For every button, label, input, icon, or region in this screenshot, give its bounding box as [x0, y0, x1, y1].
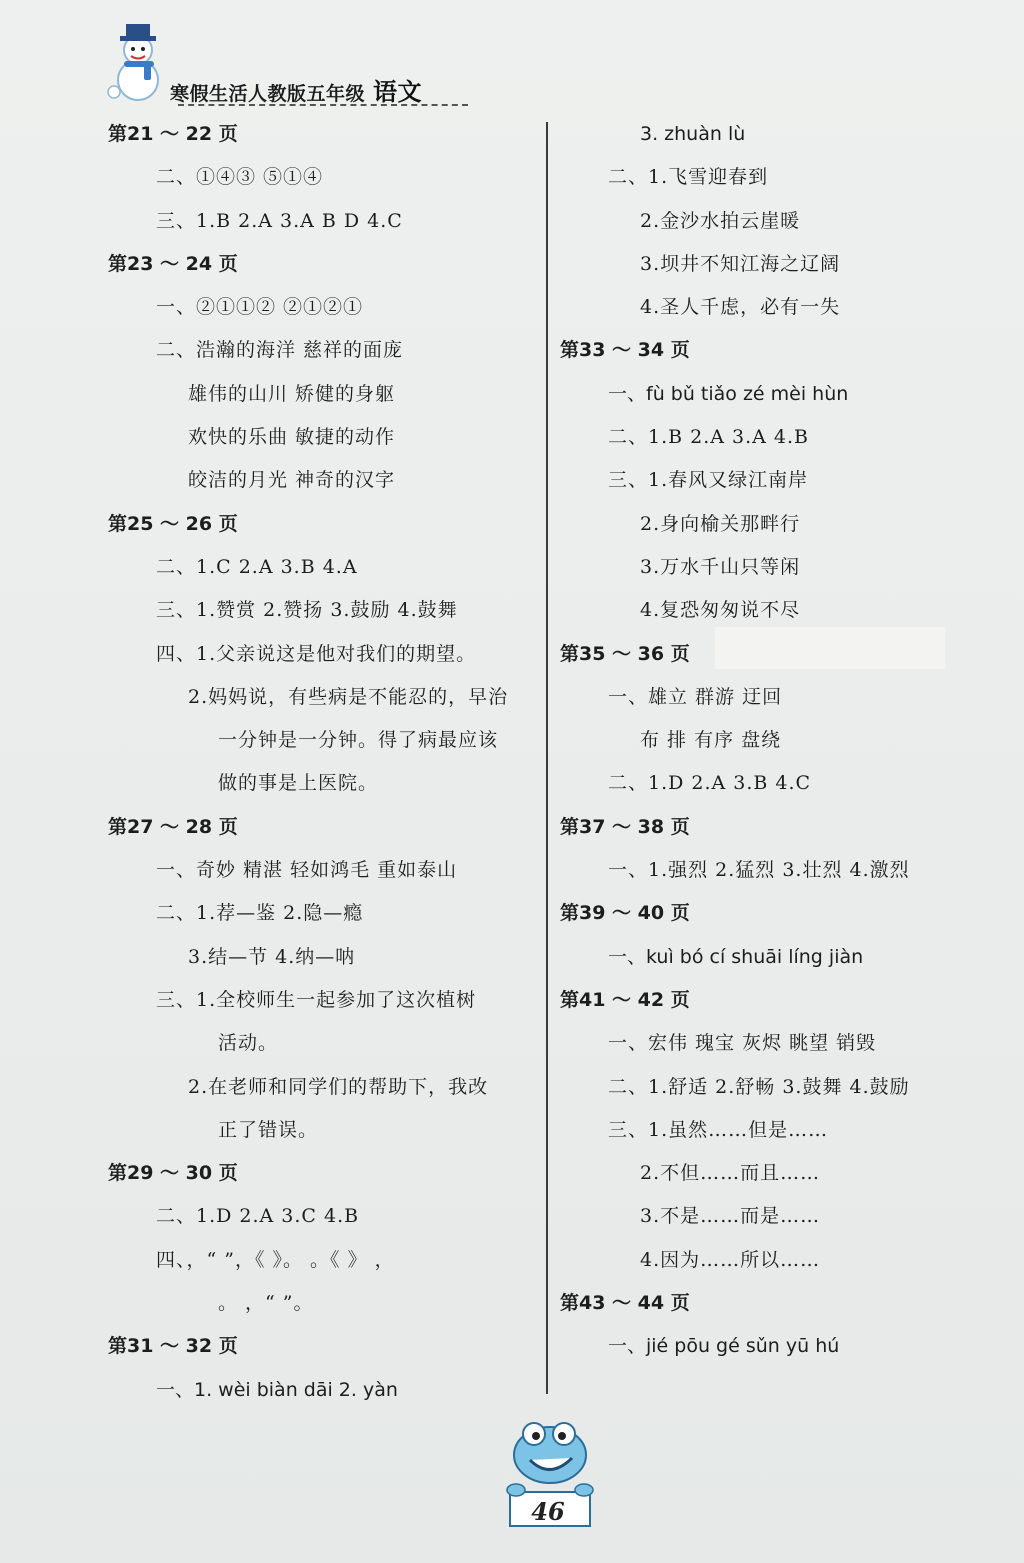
- blank-patch: [715, 627, 945, 669]
- answer-line: 3.不是……而是……: [640, 1205, 821, 1228]
- answer-line: 四、1.父亲说这是他对我们的期望。: [156, 642, 477, 665]
- page-range-heading: 第43 ～ 44 页: [560, 1292, 690, 1315]
- answer-line: 3.结—节 4.纳—呐: [188, 945, 356, 968]
- answer-line: 一、②①①② ②①②①: [156, 296, 364, 319]
- page-header: [100, 14, 480, 104]
- answer-line: 一、fù bǔ tiǎo zé mèi hùn: [608, 382, 849, 405]
- left-answer-column: [108, 113, 548, 1412]
- page-range-heading: 第39 ～ 40 页: [560, 902, 690, 925]
- page-range-heading: 第35 ～ 36 页: [560, 642, 690, 665]
- book-title: [170, 72, 422, 107]
- answer-line: 二、1.D 2.A 3.B 4.C: [608, 772, 812, 795]
- column-divider: [546, 122, 548, 1394]
- answer-line: 一、jié pōu gé sǔn yū hú: [608, 1335, 840, 1358]
- page-number: 46: [531, 1497, 565, 1526]
- answer-line: 三、1.全校师生一起参加了这次植树: [156, 988, 477, 1011]
- answer-line: 一、kuì bó cí shuāi líng jiàn: [608, 945, 864, 968]
- answer-line: 三、1.虽然……但是……: [608, 1118, 829, 1141]
- answer-line: 二、①④③ ⑤①④: [156, 166, 324, 189]
- answer-line: 3. zhuàn lù: [640, 123, 746, 145]
- page-range-heading: 第37 ～ 38 页: [560, 815, 690, 838]
- page-range-heading: 第41 ～ 42 页: [560, 988, 690, 1011]
- answer-line: 二、浩瀚的海洋 慈祥的面庞: [156, 339, 404, 362]
- answer-line: 一、1.强烈 2.猛烈 3.壮烈 4.激烈: [608, 859, 910, 882]
- answer-line: 皎洁的月光 神奇的汉字: [188, 469, 396, 492]
- answer-line: 3.坝井不知江海之辽阔: [640, 252, 841, 275]
- answer-line: 2.金沙水拍云崖暖: [640, 209, 801, 232]
- header-rule: [178, 104, 468, 106]
- answer-line: 一、宏伟 瑰宝 灰烬 眺望 销毁: [608, 1032, 877, 1055]
- snowman-icon: [100, 14, 180, 104]
- right-answer-column: [560, 113, 1000, 1369]
- answer-line: 二、1.D 2.A 3.C 4.B: [156, 1205, 360, 1228]
- answer-line: 三、1.B 2.A 3.A B D 4.C: [156, 209, 403, 232]
- answer-line: 一分钟是一分钟。得了病最应该: [218, 729, 499, 752]
- answer-line: 二、1.B 2.A 3.A 4.B: [608, 426, 809, 449]
- answer-line: 2.不但……而且……: [640, 1162, 821, 1185]
- answer-line: 一、1. wèi biàn dāi 2. yàn: [156, 1378, 398, 1401]
- subject-label: 语文: [373, 78, 423, 106]
- answer-line: 活动。: [218, 1032, 279, 1055]
- answer-line: 布 排 有序 盘绕: [640, 729, 782, 752]
- answer-line: 正了错误。: [218, 1118, 319, 1141]
- answer-line: 二、1.C 2.A 3.B 4.A: [156, 555, 358, 578]
- page-range-heading: 第33 ～ 34 页: [560, 339, 690, 362]
- answer-line: 4.圣人千虑，必有一失: [640, 296, 841, 319]
- answer-line: 一、奇妙 精湛 轻如鸿毛 重如泰山: [156, 859, 458, 882]
- answer-line: 2.在老师和同学们的帮助下，我改: [188, 1075, 489, 1098]
- page-range-heading: 第25 ～ 26 页: [108, 512, 238, 535]
- answer-line: 4.复恐匆匆说不尽: [640, 599, 801, 622]
- answer-line: 雄伟的山川 矫健的身躯: [188, 382, 396, 405]
- answer-line: 三、1.春风又绿江南岸: [608, 469, 809, 492]
- page-range-heading: 第29 ～ 30 页: [108, 1162, 238, 1185]
- book-title-text: 寒假生活人教版五年级: [170, 83, 366, 105]
- answer-line: 一、雄立 群游 迂回: [608, 685, 783, 708]
- answer-line: 二、1.荐—鉴 2.隐—瘾: [156, 902, 364, 925]
- page-range-heading: 第21 ～ 22 页: [108, 123, 238, 145]
- answer-line: 2.妈妈说，有些病是不能忍的，早治: [188, 685, 509, 708]
- answer-line: 。 ，“ ”。: [218, 1292, 314, 1315]
- answer-line: 二、1.飞雪迎春到: [608, 166, 769, 189]
- answer-line: 2.身向榆关那畔行: [640, 512, 801, 535]
- page-range-heading: 第23 ～ 24 页: [108, 252, 238, 275]
- answer-line: 4.因为……所以……: [640, 1248, 821, 1271]
- answer-line: 3.万水千山只等闲: [640, 555, 801, 578]
- answer-line: 二、1.舒适 2.舒畅 3.鼓舞 4.鼓励: [608, 1075, 910, 1098]
- page-range-heading: 第31 ～ 32 页: [108, 1335, 238, 1358]
- answer-line: 三、1.赞赏 2.赞扬 3.鼓励 4.鼓舞: [156, 599, 458, 622]
- answer-line: 做的事是上医院。: [218, 772, 379, 795]
- page-range-heading: 第27 ～ 28 页: [108, 815, 238, 838]
- answer-line: 欢快的乐曲 敏捷的动作: [188, 426, 396, 449]
- answer-line: 四、，“ ”，《 》。 。《 》 ，: [156, 1248, 395, 1271]
